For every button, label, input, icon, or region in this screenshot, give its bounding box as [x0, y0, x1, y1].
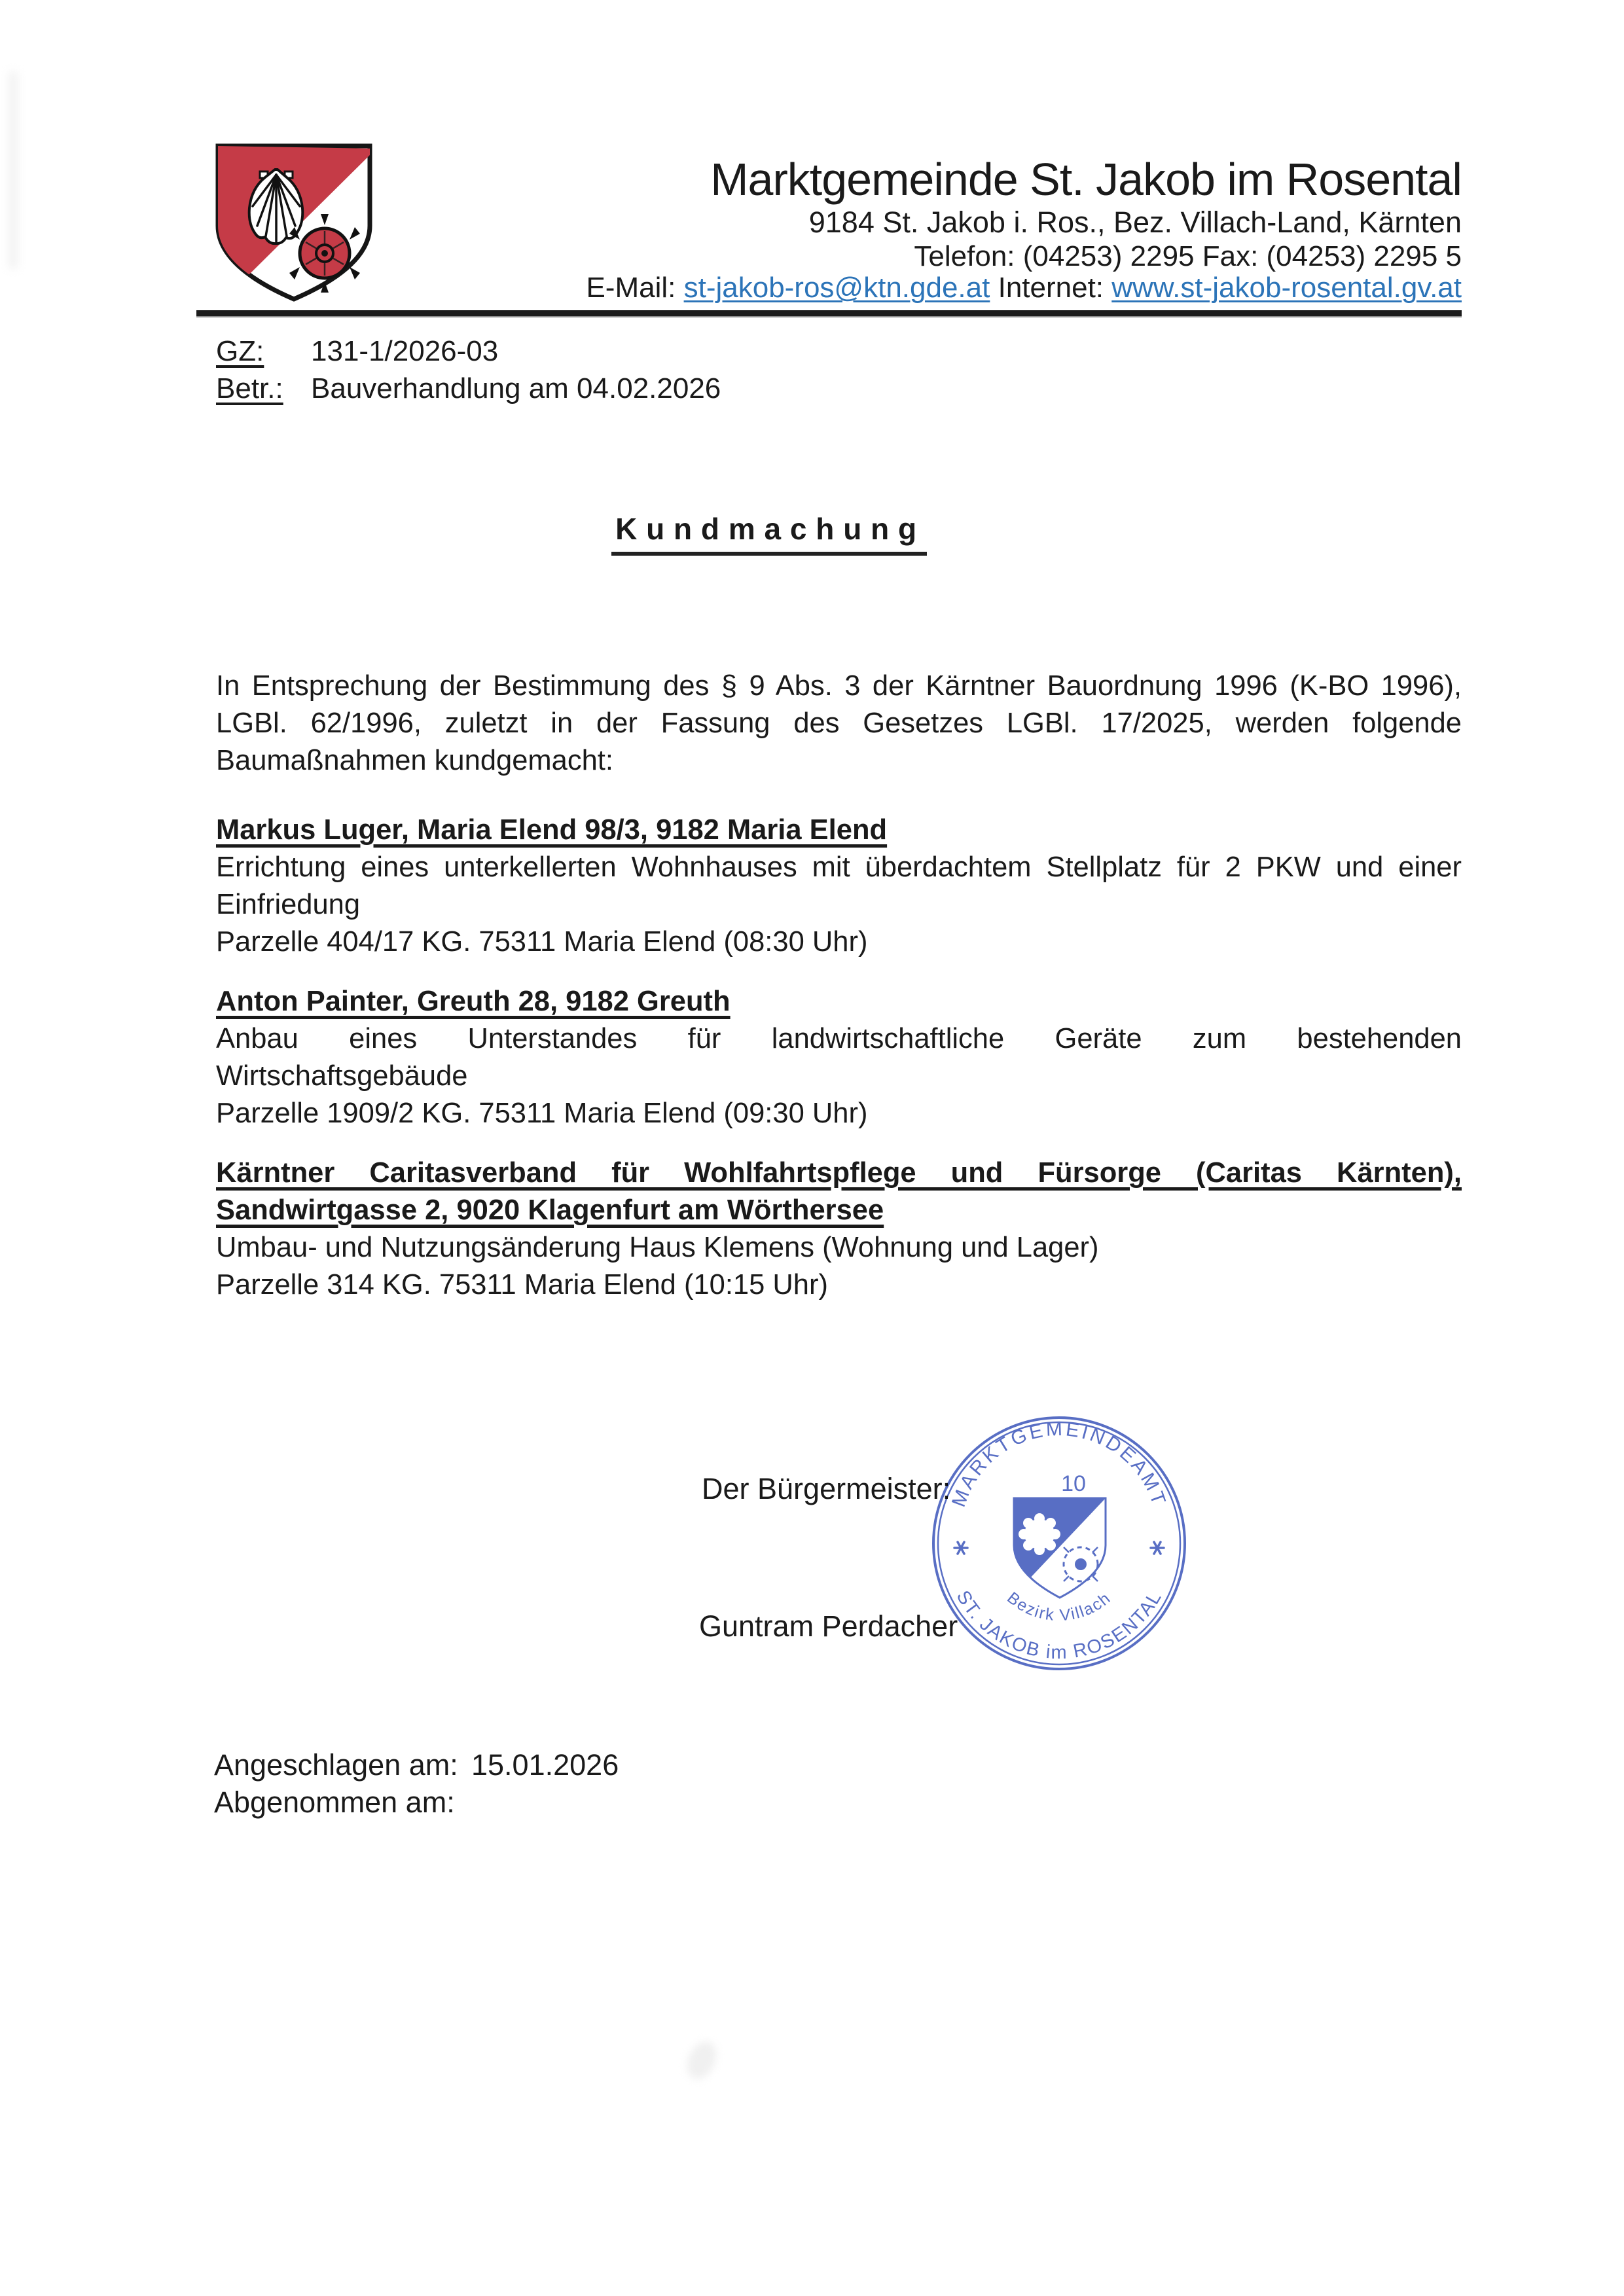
intro-paragraph — [216, 668, 1462, 780]
posted-date: 15.01.2026 — [471, 1748, 619, 1782]
betr-label: Betr.: — [216, 372, 283, 404]
signature-name: Guntram Perdacher — [699, 1609, 958, 1643]
intro-line: LGBl. 62/1996, zuletzt in der Fassung des Gesetzes LGBl. 17/2025, werden folgende — [216, 708, 1462, 739]
municipal-coat-of-arms-icon — [211, 140, 376, 305]
notice-description: Errichtung eines unterkellerten Wohnhauses mit überdachtem Stellplatz für 2 PKW und einer — [216, 852, 1462, 883]
stamp-star-icon — [954, 1542, 967, 1554]
posted-row — [214, 1746, 1000, 1784]
applicant-heading: Anton Painter, Greuth 28, 9182 Greuth — [216, 986, 731, 1017]
scan-artifact-smudge — [681, 2037, 722, 2083]
stamp-top-text: MARKTGEMEINDEAMT — [948, 1418, 1170, 1510]
email-label: E-Mail: — [586, 272, 676, 304]
notice-parcel: Parzelle 404/17 KG. 75311 Maria Elend (08:30 Uhr) — [216, 926, 868, 958]
svg-text:ST. JAKOB im ROSENTAL — [952, 1587, 1166, 1663]
betr-row — [216, 370, 1132, 407]
stamp-star-icon — [1151, 1542, 1164, 1554]
document-title-wrap — [216, 511, 1322, 556]
official-round-stamp — [928, 1412, 1190, 1674]
scan-artifact-streak — [9, 72, 17, 268]
reference-block — [216, 332, 1132, 407]
svg-text:MARKTGEMEINDEAMT — [948, 1418, 1170, 1510]
org-phone-fax: Telefon: (04253) 2295 Fax: (04253) 2295 5 — [914, 240, 1462, 272]
intro-line: In Entsprechung der Bestimmung des § 9 Abs. 3 der Kärntner Bauordnung 1996 (K-BO 1996), — [216, 670, 1462, 702]
stamp-coat-of-arms-icon — [1014, 1498, 1106, 1598]
stamp-number: 10 — [1061, 1471, 1086, 1496]
email-link: st-jakob-ros@ktn.gde.at — [683, 272, 990, 304]
notice-entry-3 — [216, 1155, 1462, 1304]
signature-role: Der Bürgermeister: — [702, 1472, 951, 1505]
applicant-heading: Markus Luger, Maria Elend 98/3, 9182 Maria Elend — [216, 814, 888, 846]
letterhead — [586, 154, 1462, 304]
notice-entry-2 — [216, 983, 1462, 1132]
intro-line: Baumaßnahmen kundgemacht: — [216, 745, 613, 776]
betr-value: Bauverhandlung am 04.02.2026 — [311, 372, 721, 404]
website-link: www.st-jakob-rosental.gv.at — [1111, 272, 1462, 304]
document-title: Kundmachung — [611, 511, 927, 556]
stamp-bottom-text: ST. JAKOB im ROSENTAL — [952, 1587, 1166, 1664]
gz-value: 131-1/2026-03 — [311, 335, 499, 367]
notice-description: Einfriedung — [216, 889, 361, 920]
removed-row — [214, 1784, 1000, 1821]
applicant-heading: Kärntner Caritasverband für Wohlfahrtspflege und Fürsorge (Caritas Kärnten), — [216, 1157, 1462, 1189]
org-email-web-line — [586, 272, 1462, 304]
posting-dates-block — [214, 1746, 1000, 1821]
header-divider — [196, 310, 1462, 317]
removed-label: Abgenommen am: — [214, 1785, 455, 1819]
applicant-heading: Sandwirtgasse 2, 9020 Klagenfurt am Wörthersee — [216, 1194, 884, 1226]
notice-description: Wirtschaftsgebäude — [216, 1060, 468, 1092]
stamp-district-text: Bezirk Villach — [1003, 1588, 1115, 1625]
org-name: Marktgemeinde St. Jakob im Rosental — [710, 154, 1462, 205]
gz-label: GZ: — [216, 335, 264, 367]
org-address: 9184 St. Jakob i. Ros., Bez. Villach-Land, Kärnten — [808, 206, 1462, 239]
notice-entry-1 — [216, 812, 1462, 961]
posted-label: Angeschlagen am: — [214, 1748, 458, 1782]
internet-label: Internet: — [998, 272, 1104, 304]
notice-description: Umbau- und Nutzungsänderung Haus Klemens (Wohnung und Lager) — [216, 1232, 1099, 1263]
notice-parcel: Parzelle 314 KG. 75311 Maria Elend (10:15 Uhr) — [216, 1269, 828, 1300]
notice-description: Anbau eines Unterstandes für landwirtschaftliche Geräte zum bestehenden — [216, 1023, 1462, 1054]
gz-row — [216, 332, 1132, 370]
notice-parcel: Parzelle 1909/2 KG. 75311 Maria Elend (09:30 Uhr) — [216, 1098, 868, 1129]
